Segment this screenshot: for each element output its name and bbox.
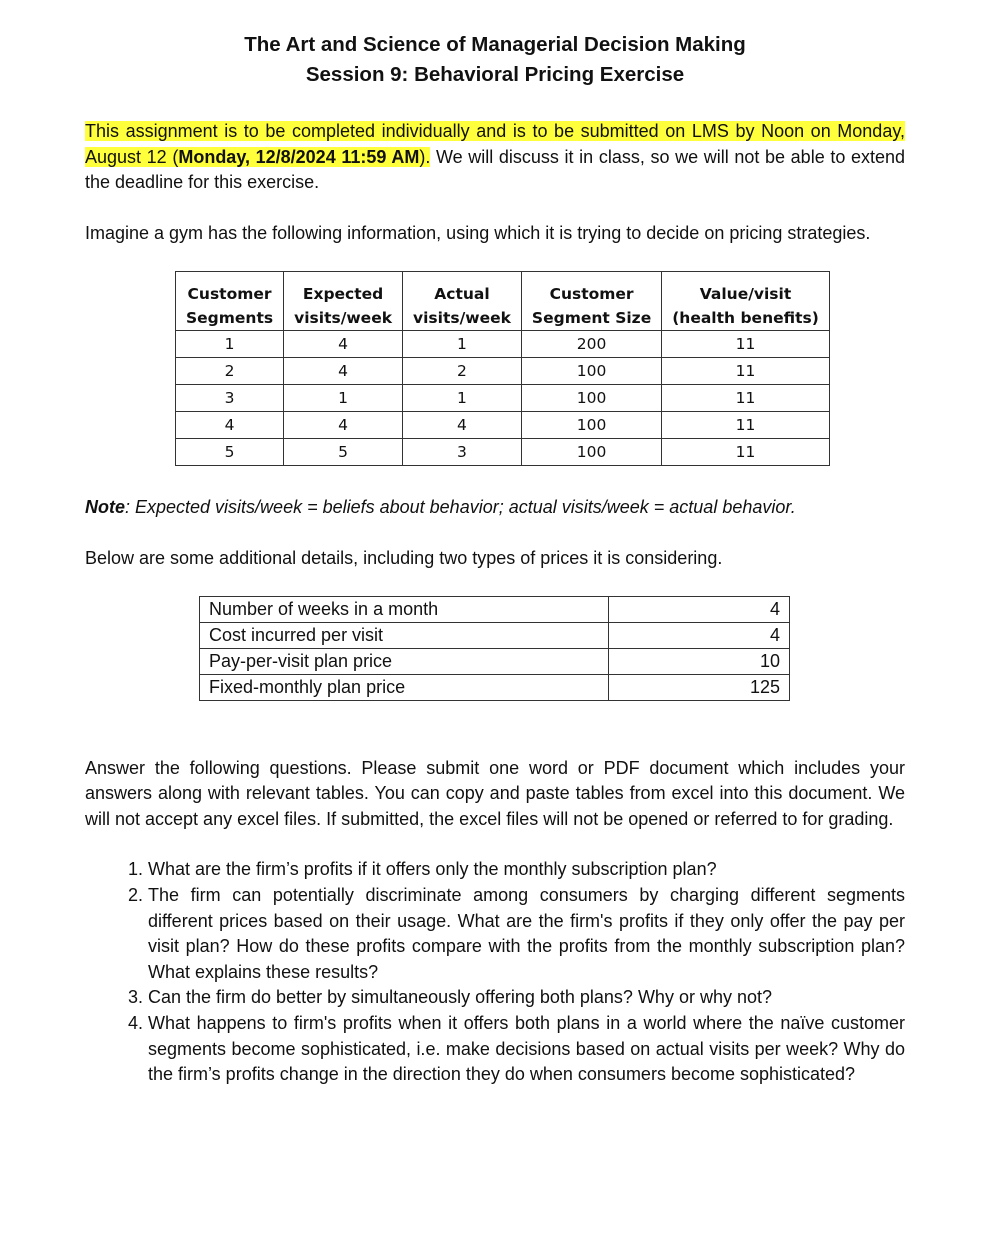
gym-paragraph: Imagine a gym has the following information, using which it is trying to decide on pricing strategies. <box>85 222 871 243</box>
segments-cell: 4 <box>284 412 403 439</box>
header-size: Customer Segment Size <box>521 272 661 331</box>
deadline-close: ). <box>419 146 431 167</box>
deadline-text: This assignment is to be completed individually and is to be submitted on LMS by Noon on Monday, August 12 ( <box>85 121 905 167</box>
deadline-date: Monday, 12/8/2024 11:59 AM <box>178 146 420 167</box>
segments-cell: 4 <box>284 358 403 385</box>
segments-row <box>176 385 830 412</box>
details-label: Number of weeks in a month <box>200 596 609 622</box>
segments-cell: 1 <box>403 331 522 358</box>
intro-paragraph <box>85 119 905 196</box>
question-item: 4. What happens to firm's profits when it offers both plans in a world where the naïve customer segments become sophisticated, i.e. make decisions based on actual visits per week? Why do the firm’s profits change in the direction they do when consumers become sophisticated? <box>148 1011 905 1088</box>
details-value: 4 <box>609 596 790 622</box>
segments-cell: 3 <box>176 385 284 412</box>
note-label: Note <box>85 497 125 518</box>
title-line-2: Session 9: Behavioral Pricing Exercise <box>305 63 685 86</box>
note-paragraph <box>85 495 905 521</box>
segments-row <box>176 439 830 466</box>
details-label: Cost incurred per visit <box>200 622 609 648</box>
segments-cell: 4 <box>403 412 522 439</box>
segments-row <box>176 331 830 358</box>
segments-cell: 2 <box>403 358 522 385</box>
title-line-1: The Art and Science of Managerial Decision Making <box>244 33 746 56</box>
details-row <box>200 648 790 674</box>
segments-cell: 11 <box>662 439 830 466</box>
note-text: : Expected visits/week = beliefs about behavior; actual visits/week = actual behavior. <box>125 497 796 518</box>
segments-cell: 11 <box>662 331 830 358</box>
segments-row <box>176 358 830 385</box>
header-actual: Actual visits/week <box>403 272 522 331</box>
segments-cell: 200 <box>521 331 661 358</box>
question-item: 1. What are the firm’s profits if it offers only the monthly subscription plan? <box>148 857 905 883</box>
question-item: 2. The firm can potentially discriminate among consumers by charging different segments different prices based on their usage. What are the firm's profits if they only offer the pay per visit plan? How do these profits compare with the profits from the monthly subscription plan? What explains these results? <box>148 883 905 985</box>
details-value: 4 <box>609 622 790 648</box>
segments-cell: 5 <box>176 439 284 466</box>
instructions-paragraph: Answer the following questions. Please submit one word or PDF document which includes your answers along with relevant tables. You can copy and paste tables from excel into this document. We will not accept any excel files. If submitted, the excel files will not be opened or referred to for grading. <box>85 757 905 829</box>
header-segments: Customer Segments <box>176 272 284 331</box>
intro-rest: We will discuss it in class, so we will not be able to extend the deadline for this exercise. <box>85 146 906 193</box>
details-value: 125 <box>609 674 790 700</box>
segments-cell: 100 <box>521 385 661 412</box>
segments-cell: 100 <box>521 412 661 439</box>
header-expected: Expected visits/week <box>284 272 403 331</box>
segments-cell: 1 <box>284 385 403 412</box>
question-list <box>85 857 905 1087</box>
document-title <box>85 30 905 90</box>
segments-cell: 1 <box>176 331 284 358</box>
details-intro: Below are some additional details, including two types of prices it is considering. <box>85 547 723 568</box>
segments-cell: 4 <box>284 331 403 358</box>
segments-cell: 11 <box>662 358 830 385</box>
segments-row <box>176 412 830 439</box>
segments-cell: 5 <box>284 439 403 466</box>
segments-cell: 1 <box>403 385 522 412</box>
segments-table <box>175 271 830 466</box>
document-page <box>85 30 905 1088</box>
question-item: 3. Can the firm do better by simultaneously offering both plans? Why or why not? <box>148 985 905 1011</box>
details-row <box>200 674 790 700</box>
segments-header-row <box>176 272 830 331</box>
segments-cell: 100 <box>521 358 661 385</box>
segments-cell: 3 <box>403 439 522 466</box>
details-row <box>200 622 790 648</box>
segments-cell: 4 <box>176 412 284 439</box>
details-label: Fixed-monthly plan price <box>200 674 609 700</box>
segments-cell: 100 <box>521 439 661 466</box>
details-value: 10 <box>609 648 790 674</box>
segments-cell: 2 <box>176 358 284 385</box>
header-value: Value/visit (health benefits) <box>662 272 830 331</box>
details-label: Pay-per-visit plan price <box>200 648 609 674</box>
details-row <box>200 596 790 622</box>
segments-cell: 11 <box>662 412 830 439</box>
segments-cell: 11 <box>662 385 830 412</box>
details-table <box>199 596 790 701</box>
